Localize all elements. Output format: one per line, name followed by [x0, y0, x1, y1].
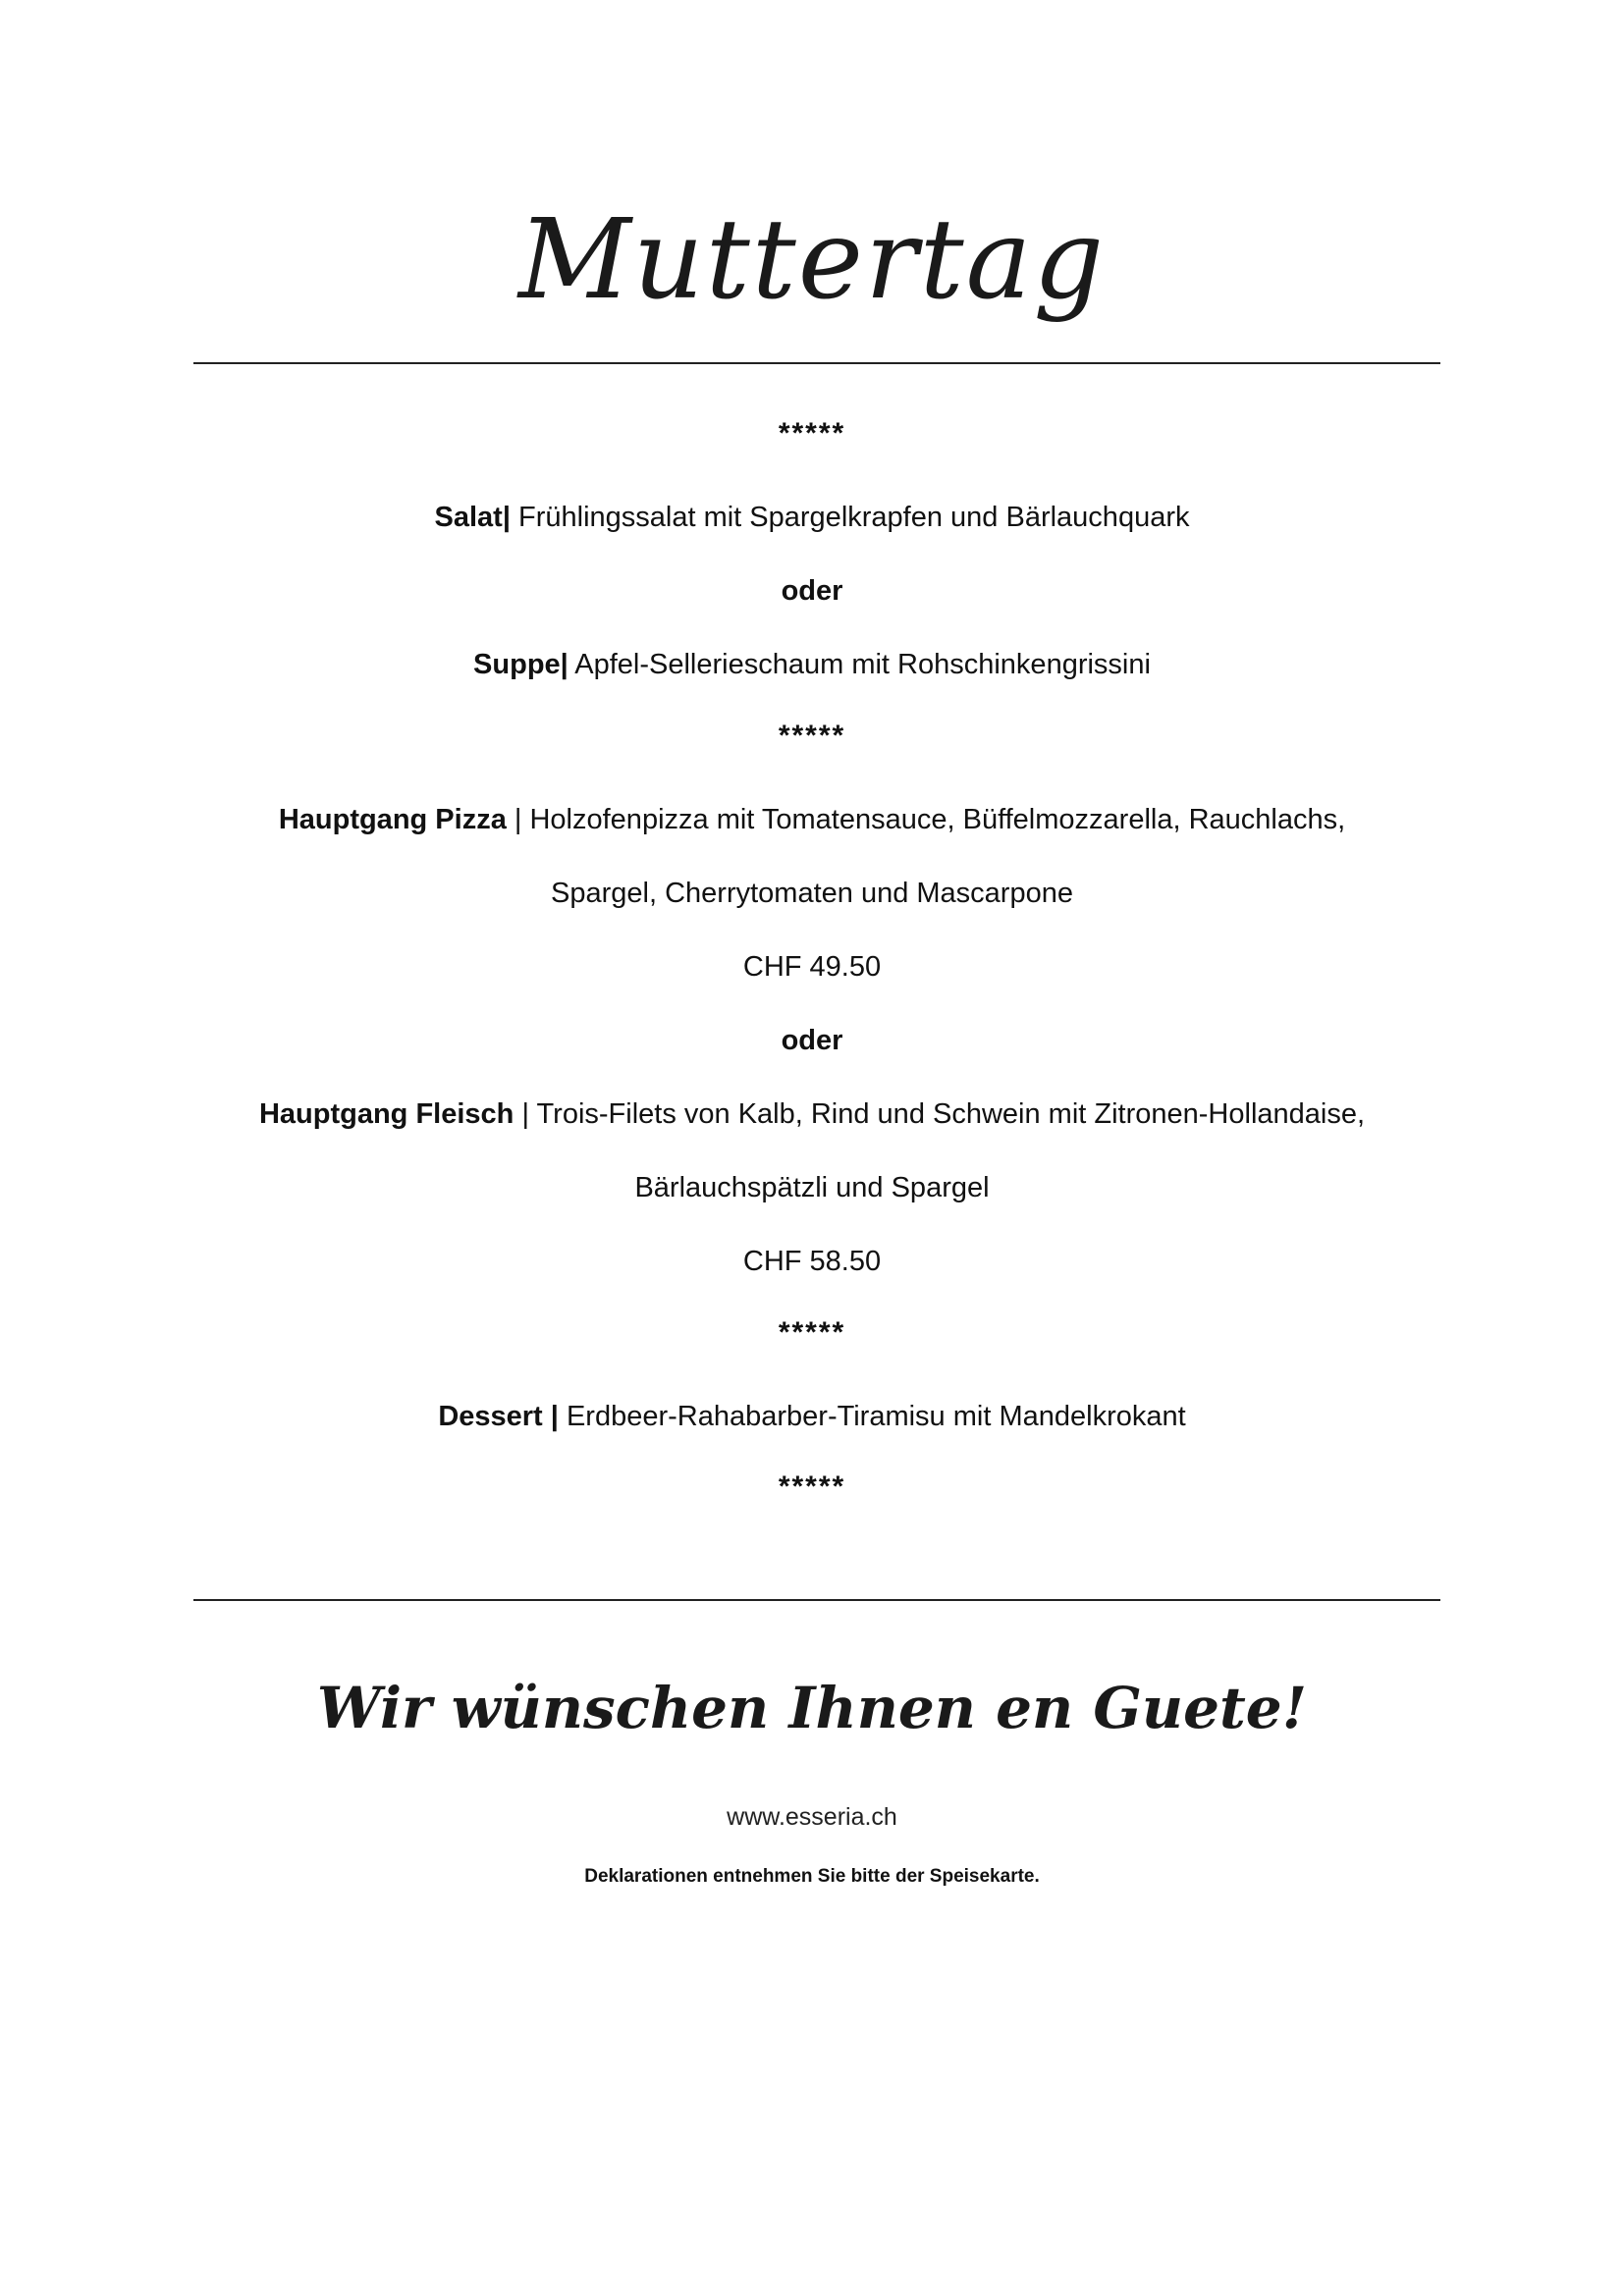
separator-stars: *****	[778, 720, 846, 752]
top-divider	[193, 362, 1440, 364]
separator-stars: *****	[778, 1316, 846, 1349]
course-salat-label: Salat|	[434, 502, 511, 533]
course-dessert-text: Erdbeer-Rahabarber-Tiramisu mit Mandelkrokant	[566, 1401, 1186, 1432]
course-fleisch-text-line2: Bärlauchspätzli und Spargel	[634, 1172, 990, 1203]
course-pizza-text-line2: Spargel, Cherrytomaten und Mascarpone	[551, 878, 1073, 909]
course-suppe	[0, 645, 1624, 684]
course-salat-text: Frühlingssalat mit Spargelkrapfen und Bärlauchquark	[518, 502, 1190, 533]
course-pizza-label: Hauptgang Pizza	[278, 804, 507, 835]
course-dessert	[0, 1397, 1624, 1436]
or-label: oder	[781, 575, 843, 607]
course-dessert-label: Dessert |	[438, 1401, 559, 1432]
course-suppe-text: Apfel-Sellerieschaum mit Rohschinkengrissini	[574, 649, 1151, 680]
course-fleisch-text: | Trois-Filets von Kalb, Rind und Schwein mit Zitronen-Hollandaise,	[521, 1098, 1366, 1130]
course-pizza-price: CHF 49.50	[742, 951, 882, 983]
course-suppe-label: Suppe|	[473, 649, 568, 680]
separator-stars: *****	[778, 1470, 846, 1503]
course-pizza	[0, 800, 1624, 839]
course-pizza-text: | Holzofenpizza mit Tomatensauce, Büffelmozzarella, Rauchlachs,	[514, 804, 1346, 835]
bottom-divider	[193, 1599, 1440, 1601]
separator-stars: *****	[778, 417, 846, 450]
course-fleisch-label: Hauptgang Fleisch	[258, 1098, 514, 1130]
website-link[interactable]: www.esseria.ch	[727, 1803, 897, 1831]
page-title: Muttertag	[517, 196, 1107, 324]
declaration-note: Deklarationen entnehmen Sie bitte der Speisekarte.	[584, 1866, 1040, 1887]
course-fleisch	[0, 1095, 1624, 1134]
or-label: oder	[781, 1025, 843, 1056]
course-salat	[0, 498, 1624, 537]
closing-greeting: Wir wünschen Ihnen en Guete!	[316, 1675, 1308, 1741]
course-fleisch-price: CHF 58.50	[742, 1246, 882, 1277]
